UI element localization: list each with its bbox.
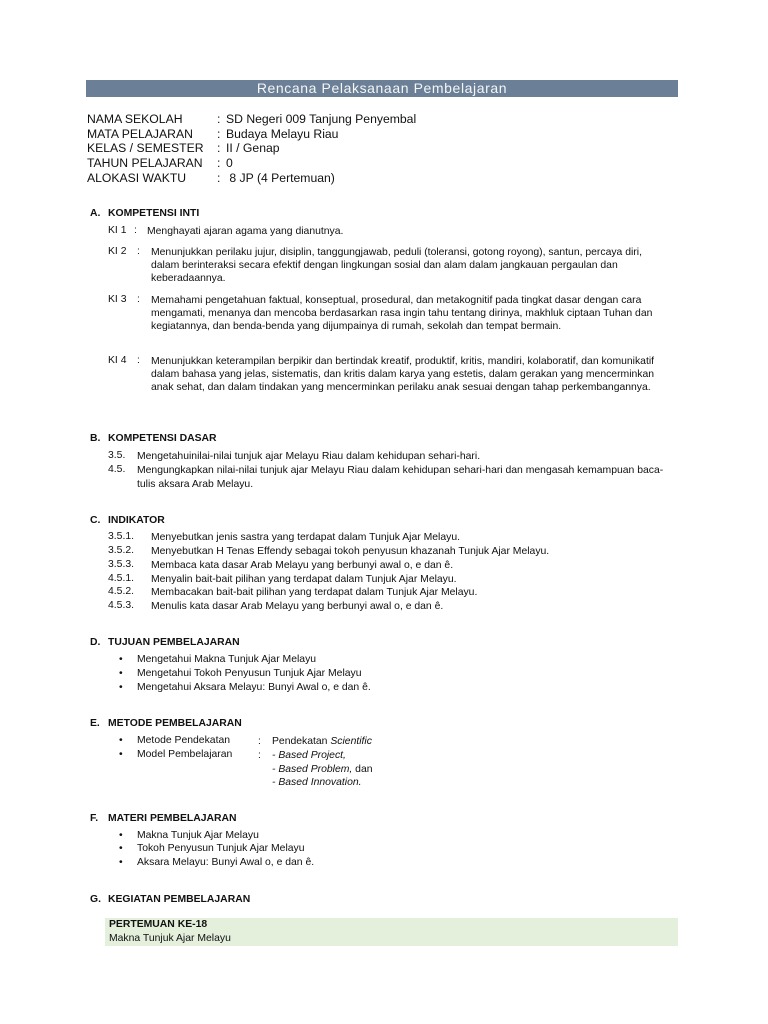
document-title: Rencana Pelaksanaan Pembelajaran: [86, 80, 678, 97]
model-line: - Based Problem,: [272, 764, 353, 775]
ki-text: Menghayati ajaran agama yang dianutnya.: [147, 226, 344, 237]
indicator-text: Menyalin bait-bait pilihan yang terdapat dalam Tunjuk Ajar Melayu.: [151, 574, 457, 585]
ki-text: Menunjukkan perilaku jujur, disiplin, tanggungjawab, peduli (toleransi, gotong royong), santun, percaya diri, dalam berinteraksi secara efektif dengan lingkungan sosial dan alam dalam jangkauan pergaulan dan keberadaannya.: [151, 247, 642, 285]
model-line: - Based Project,: [272, 750, 346, 761]
ki-text: Memahami pengetahuan faktual, konseptual, prosedural, dan metakognitif pada tingkat dasar dengan cara mengamati, menanya dan mencoba berdasarkan rasa ingin tahu tentang dirinya, makhluk ciptaan Tuhan dan kegiatannya, dan benda-benda yang dijumpainya di rumah, sekolah dan tempat bermain.: [151, 295, 653, 333]
identity-row-subject: [87, 127, 416, 142]
ki-colon: :: [137, 355, 140, 366]
material-item: Makna Tunjuk Ajar Melayu: [137, 830, 259, 841]
section-letter: A.: [90, 208, 101, 219]
identity-label: MATA PELAJARAN: [87, 126, 193, 141]
section-title-metode: METODE PEMBELAJARAN: [108, 718, 242, 729]
identity-label: TAHUN PELAJARAN: [87, 156, 203, 171]
section-title-tujuan: TUJUAN PEMBELAJARAN: [108, 637, 240, 648]
bullet-icon: •: [119, 857, 123, 868]
kd-number: 3.5.: [108, 450, 126, 461]
indicator-text: Menyebutkan H Tenas Effendy sebagai tokoh penyusun khazanah Tunjuk Ajar Melayu.: [151, 546, 550, 557]
indicator-text: Membaca kata dasar Arab Melayu yang berbunyi awal o, e dan ê.: [151, 560, 454, 571]
bullet-icon: •: [119, 654, 123, 665]
section-title-materi: MATERI PEMBELAJARAN: [108, 813, 237, 824]
indicator-text: Membacakan bait-bait pilihan yang terdapat dalam Tunjuk Ajar Melayu.: [151, 587, 478, 598]
section-letter: C.: [90, 515, 101, 526]
meeting-header-box: [105, 918, 678, 946]
meeting-subtitle: Makna Tunjuk Ajar Melayu: [109, 933, 231, 944]
bullet-icon: •: [119, 682, 123, 693]
identity-colon: :: [217, 141, 221, 156]
identity-row-year: [87, 156, 416, 171]
ki-label: KI 3: [108, 294, 127, 305]
ki-colon: :: [137, 246, 140, 257]
bullet-icon: •: [119, 668, 123, 679]
bullet-icon: •: [119, 830, 123, 841]
section-title-indikator: INDIKATOR: [108, 515, 165, 526]
identity-colon: :: [217, 170, 221, 185]
indicator-number: 4.5.1.: [108, 573, 134, 584]
ki-colon: :: [137, 294, 140, 305]
identity-colon: :: [217, 126, 221, 141]
identity-label: KELAS / SEMESTER: [87, 141, 204, 156]
section-letter: G.: [90, 894, 101, 905]
approach-text: Pendekatan: [272, 736, 331, 747]
kd-text: Mengetahuinilai-nilai tunjuk ajar Melayu Riau dalam kehidupan sehari-hari.: [137, 451, 481, 462]
ki-colon: :: [134, 225, 137, 236]
ki-text: Menunjukkan keterampilan berpikir dan bertindak kreatif, produktif, kritis, mandiri, kolaboratif, dan komunikatif dalam bahasa yang jelas, sistematis, dan kritis dalam karya yang estetis, dalam gerakan yang mencerminkan anak sehat, dan dalam tindakan yang mencerminkan perilaku anak sesuai dengan tahap perkembangannya.: [151, 356, 655, 394]
identity-colon: :: [217, 156, 221, 171]
objective-item: Mengetahui Aksara Melayu: Bunyi Awal o, e dan ê.: [137, 682, 371, 693]
objective-item: Mengetahui Makna Tunjuk Ajar Melayu: [137, 654, 317, 665]
identity-value: Budaya Melayu Riau: [226, 126, 339, 141]
objective-item: Mengetahui Tokoh Penyusun Tunjuk Ajar Melayu: [137, 668, 362, 679]
method-model-colon: :: [258, 750, 261, 761]
identity-value: 0: [226, 156, 233, 171]
section-letter: D.: [90, 637, 101, 648]
model-line-suffix: dan: [352, 764, 373, 775]
section-letter: B.: [90, 433, 101, 444]
material-item: Aksara Melayu: Bunyi Awal o, e dan ê.: [137, 857, 315, 868]
indicator-text: Menulis kata dasar Arab Melayu yang berbunyi awal o, e dan ê.: [151, 601, 444, 612]
kd-number: 4.5.: [108, 464, 126, 475]
identity-colon: :: [217, 112, 221, 126]
ki-label: KI 4: [108, 355, 127, 366]
method-approach-label: Metode Pendekatan: [137, 735, 231, 746]
indicator-number: 4.5.2.: [108, 586, 134, 597]
identity-label: NAMA SEKOLAH: [87, 112, 183, 126]
method-approach-colon: :: [258, 736, 261, 747]
meeting-title: PERTEMUAN KE-18: [109, 919, 208, 930]
kd-text: Mengungkapkan nilai-nilai tunjuk ajar Melayu Riau dalam kehidupan sehari-hari dan mengasah kemampuan baca-tulis aksara Arab Melayu.: [137, 465, 664, 490]
identity-label: ALOKASI WAKTU: [87, 170, 187, 185]
section-title-kegiatan: KEGIATAN PEMBELAJARAN: [108, 894, 251, 905]
identity-value: II / Genap: [226, 141, 280, 156]
identity-block: [87, 112, 416, 185]
method-model-label: Model Pembelajaran: [137, 749, 233, 760]
approach-italic: Scientific: [330, 736, 372, 747]
identity-row-time: [87, 171, 416, 186]
indicator-number: 3.5.1.: [108, 531, 134, 542]
section-letter: E.: [90, 718, 100, 729]
indicator-number: 4.5.3.: [108, 600, 134, 611]
section-title-kompetensi-dasar: KOMPETENSI DASAR: [108, 433, 217, 444]
model-line: - Based Innovation.: [272, 777, 362, 788]
section-title-kompetensi-inti: KOMPETENSI INTI: [108, 208, 200, 219]
identity-row-class: [87, 141, 416, 156]
ki-label: KI 2: [108, 246, 127, 257]
material-item: Tokoh Penyusun Tunjuk Ajar Melayu: [137, 843, 305, 854]
bullet-icon: •: [119, 735, 123, 746]
section-letter: F.: [90, 813, 99, 824]
identity-value: 8 JP (4 Pertemuan): [226, 170, 335, 185]
indicator-text: Menyebutkan jenis sastra yang terdapat dalam Tunjuk Ajar Melayu.: [151, 532, 461, 543]
indicator-number: 3.5.3.: [108, 559, 134, 570]
identity-row-school: [87, 112, 416, 127]
method-approach-value: [272, 735, 372, 748]
identity-value: SD Negeri 009 Tanjung Penyembal: [226, 112, 417, 126]
bullet-icon: •: [119, 749, 123, 760]
ki-label: KI 1: [108, 225, 127, 236]
indicator-number: 3.5.2.: [108, 545, 134, 556]
bullet-icon: •: [119, 843, 123, 854]
model-line-2: [272, 763, 373, 776]
